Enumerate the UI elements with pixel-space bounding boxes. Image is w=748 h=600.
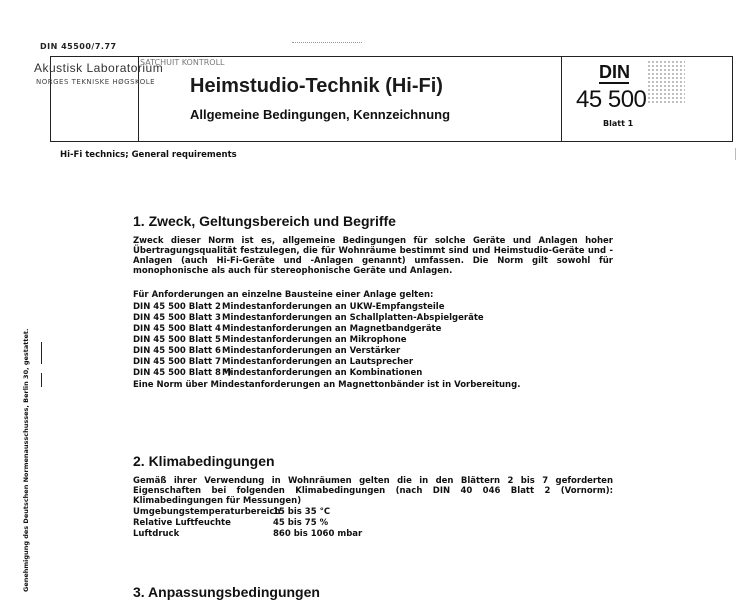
top-rule <box>292 42 362 44</box>
lab-stamp-line2: NORGES TEKNISKE HØGSKOLE <box>36 78 156 86</box>
page-title: Heimstudio-Technik (Hi-Fi) <box>190 75 443 97</box>
list-item-ref: DIN 45 500 Blatt 6 <box>133 346 221 356</box>
list-item <box>133 346 400 357</box>
faint-stamp: SATCHUIT KONTROLL <box>140 58 225 67</box>
side-permission-text: Genehmigung des Deutschen Normenausschusses, Berlin 30, gestattet. <box>22 328 30 592</box>
scan-noise <box>647 60 685 104</box>
section-1-heading: 1. Zweck, Geltungsbereich und Begriffe <box>133 213 396 229</box>
climate-value: 45 bis 75 % <box>273 518 329 528</box>
section-3-heading: 3. Anpassungsbedingungen <box>133 584 320 600</box>
section-2-paragraph: Gemäß ihrer Verwendung in Wohnräumen gelten die in den Blättern 2 bis 7 geforderten Eigenschaften bei folgenden Klimabedingungen (nach DIN 40 046 Blatt 2 (Vornorm): Klimabedingungen für Messungen) <box>133 476 613 506</box>
section-1-note: Eine Norm über Mindestanforderungen an Magnettonbänder ist in Vorbereitung. <box>133 380 521 390</box>
table-row <box>133 529 362 540</box>
blatt-label: Blatt 1 <box>603 119 634 128</box>
margin-mark <box>41 373 42 387</box>
climate-parameter: Umgebungstemperaturbereich <box>133 507 281 517</box>
list-item-text: Mindestanforderungen an Verstärker <box>222 346 401 356</box>
list-item-text: Mindestanforderungen an Schallplatten-Abspielgeräte <box>222 313 484 323</box>
list-item-text: Mindestanforderungen an UKW-Empfangsteile <box>222 302 445 312</box>
lab-stamp-line1: Akustisk Laboratorium <box>34 61 164 75</box>
list-item-ref: DIN 45 500 Blatt 8 ¹) <box>133 368 232 378</box>
list-item <box>133 313 484 324</box>
list-item-ref: DIN 45 500 Blatt 7 <box>133 357 221 367</box>
climate-parameter: Luftdruck <box>133 529 180 539</box>
climate-value: 860 bis 1060 mbar <box>273 529 363 539</box>
page-subtitle: Allgemeine Bedingungen, Kennzeichnung <box>190 107 451 122</box>
list-item-ref: DIN 45 500 Blatt 4 <box>133 324 221 334</box>
din-label: DIN <box>599 62 630 82</box>
climate-parameter: Relative Luftfeuchte <box>133 518 231 528</box>
table-row <box>133 507 330 518</box>
list-item <box>133 302 444 313</box>
list-item <box>133 357 413 368</box>
list-item <box>133 324 441 335</box>
climate-value: 15 bis 35 °C <box>273 507 331 517</box>
list-item-text: Mindestanforderungen an Mikrophone <box>222 335 407 345</box>
list-item-text: Mindestanforderungen an Magnetbandgeräte <box>222 324 442 334</box>
section-1-paragraph: Zweck dieser Norm ist es, allgemeine Bedingungen für solche Geräte und Anlagen hoher Übertragungsqualität festzulegen, die für Wohnräume bestimmt sind und Heimstudio-Geräte und -Anlagen (auch Hi-Fi-Geräte und -Anlagen genannt) umfassen. Die Norm gilt sowohl für monophonische als auch für stereophonische Geräte und Anlagen. <box>133 236 613 276</box>
list-item-text: Mindestanforderungen an Lautsprecher <box>222 357 414 367</box>
section-2-heading: 2. Klimabedingungen <box>133 453 275 469</box>
list-item <box>133 368 422 379</box>
english-title: Hi-Fi technics; General requirements <box>60 150 237 160</box>
table-row <box>133 518 328 529</box>
section-1-intro: Für Anforderungen an einzelne Bausteine einer Anlage gelten: <box>133 290 434 300</box>
list-item-ref: DIN 45 500 Blatt 3 <box>133 313 221 323</box>
din-number: 45 500 <box>576 86 647 113</box>
top-fragment: DIN 45500/7.77 <box>40 42 117 51</box>
margin-mark <box>41 342 42 364</box>
margin-mark-right <box>735 148 736 160</box>
list-item-ref: DIN 45 500 Blatt 5 <box>133 335 221 345</box>
list-item-ref: DIN 45 500 Blatt 2 <box>133 302 221 312</box>
list-item-text: Mindestanforderungen an Kombinationen <box>222 368 423 378</box>
list-item <box>133 335 407 346</box>
